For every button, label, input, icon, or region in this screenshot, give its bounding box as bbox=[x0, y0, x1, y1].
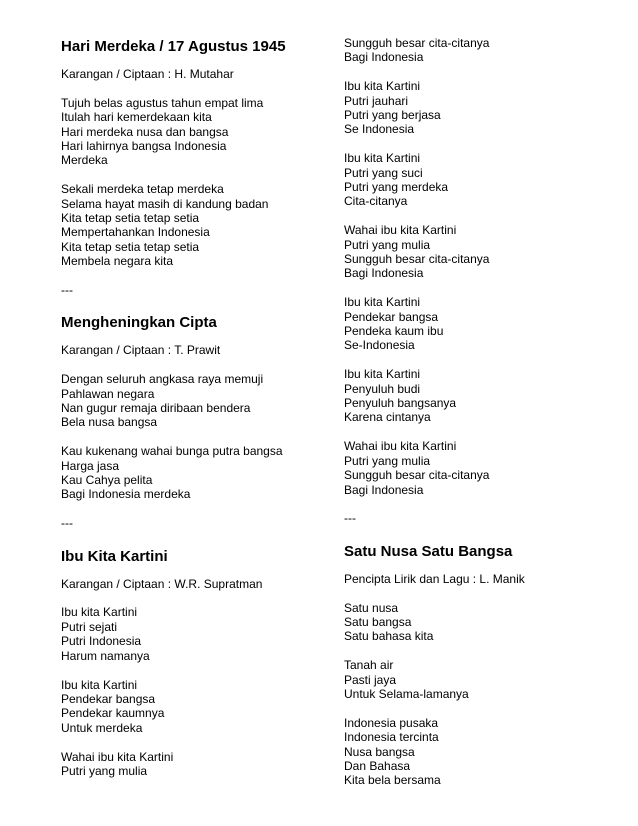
lyric-line: Bela nusa bangsa bbox=[61, 415, 158, 430]
stanza bbox=[344, 367, 624, 425]
lyric-line: Karena cintanya bbox=[344, 410, 431, 425]
stanza bbox=[61, 372, 331, 430]
lyric-line: Sungguh besar cita-citanya bbox=[344, 36, 490, 50]
lyric-line: Penyuluh budi bbox=[344, 381, 421, 396]
song-author: Karangan / Ciptaan : T. Prawit bbox=[61, 343, 221, 358]
lyric-line: Nusa bangsa bbox=[344, 744, 415, 759]
song-author: Karangan / Ciptaan : H. Mutahar bbox=[61, 67, 234, 81]
lyric-line: Cita-citanya bbox=[344, 194, 408, 209]
lyric-line: Bagi Indonesia bbox=[344, 50, 424, 65]
lyric-line: Harga jasa bbox=[61, 458, 120, 473]
lyric-line: Putri yang mulia bbox=[344, 237, 431, 252]
stanza bbox=[344, 79, 624, 137]
right-column bbox=[344, 36, 624, 788]
lyric-line: Wahai ibu kita Kartini bbox=[344, 223, 457, 238]
lyric-line: Putri yang merdeka bbox=[344, 180, 449, 195]
lyric-line: Pendeka kaum ibu bbox=[344, 324, 444, 339]
lyric-line: Sungguh besar cita-citanya bbox=[344, 468, 490, 483]
song-title: Mengheningkan Cipta bbox=[61, 314, 217, 332]
left-column bbox=[61, 38, 331, 778]
stanza bbox=[61, 96, 331, 168]
stanza bbox=[61, 605, 331, 663]
lyric-line: Bagi Indonesia bbox=[344, 482, 424, 497]
lyric-line: Wahai ibu kita Kartini bbox=[61, 749, 174, 764]
lyric-line: Pendekar kaumnya bbox=[61, 706, 165, 721]
lyric-line: Se-Indonesia bbox=[344, 338, 415, 353]
lyric-line: Wahai ibu kita Kartini bbox=[344, 439, 457, 454]
lyric-line: Ibu kita Kartini bbox=[61, 677, 138, 692]
lyric-line: Ibu kita Kartini bbox=[344, 151, 421, 166]
lyric-line: Mempertahankan Indonesia bbox=[61, 225, 210, 240]
lyric-line: Hari merdeka nusa dan bangsa bbox=[61, 124, 229, 139]
lyric-line: Selama hayat masih di kandung badan bbox=[61, 196, 269, 211]
lyric-line: Itulah hari kemerdekaan kita bbox=[61, 110, 212, 125]
lyric-line: Pasti jaya bbox=[344, 672, 397, 687]
lyric-line: Ibu kita Kartini bbox=[344, 367, 421, 382]
lyric-line: Hari lahirnya bangsa Indonesia bbox=[61, 139, 227, 154]
lyric-line: Kau Cahya pelita bbox=[61, 473, 153, 488]
lyric-line: Pendekar bangsa bbox=[344, 309, 439, 324]
lyric-line: Satu bahasa kita bbox=[344, 629, 434, 644]
lyric-line: Indonesia tercinta bbox=[344, 730, 439, 745]
lyric-line: Satu nusa bbox=[344, 600, 399, 615]
lyric-line: Indonesia pusaka bbox=[344, 715, 439, 730]
lyric-line: Sungguh besar cita-citanya bbox=[344, 252, 490, 267]
song-author: Karangan / Ciptaan : W.R. Supratman bbox=[61, 576, 263, 591]
song-title: Hari Merdeka / 17 Agustus 1945 bbox=[61, 38, 286, 55]
lyric-line: Se Indonesia bbox=[344, 122, 415, 137]
lyric-line: Kau kukenang wahai bunga putra bangsa bbox=[61, 444, 283, 459]
song-title: Ibu Kita Kartini bbox=[61, 547, 168, 565]
section-separator: --- bbox=[61, 283, 73, 298]
stanza bbox=[344, 601, 624, 644]
lyric-line: Nan gugur remaja diribaan bendera bbox=[61, 401, 251, 416]
song-title: Satu Nusa Satu Bangsa bbox=[344, 542, 513, 560]
lyric-line: Ibu kita Kartini bbox=[344, 79, 421, 94]
lyric-line: Kita bela bersama bbox=[344, 773, 441, 788]
lyric-line: Kita tetap setia tetap setia bbox=[61, 211, 200, 226]
section-separator: --- bbox=[344, 511, 356, 526]
lyric-line: Putri yang suci bbox=[344, 165, 423, 180]
lyric-line: Untuk Selama-lamanya bbox=[344, 686, 469, 701]
lyric-line: Membela negara kita bbox=[61, 254, 174, 269]
stanza bbox=[61, 678, 331, 736]
lyric-line: Putri yang mulia bbox=[61, 763, 148, 778]
lyric-line: Bagi Indonesia merdeka bbox=[61, 487, 191, 502]
lyric-line: Bagi Indonesia bbox=[344, 266, 424, 281]
lyric-line: Untuk merdeka bbox=[61, 720, 143, 735]
lyric-line: Harum namanya bbox=[61, 648, 150, 663]
lyric-line: Kita tetap setia tetap setia bbox=[61, 239, 200, 254]
stanza bbox=[61, 444, 331, 502]
song-author: Pencipta Lirik dan Lagu : L. Manik bbox=[344, 571, 525, 586]
stanza bbox=[344, 295, 624, 353]
lyric-line: Satu bangsa bbox=[344, 614, 412, 629]
stanza bbox=[344, 439, 624, 497]
lyric-line: Sekali merdeka tetap merdeka bbox=[61, 182, 224, 197]
lyric-line: Penyuluh bangsanya bbox=[344, 396, 457, 411]
lyric-line: Putri yang berjasa bbox=[344, 108, 441, 123]
stanza bbox=[344, 716, 624, 788]
stanza bbox=[344, 223, 624, 281]
stanza bbox=[344, 36, 624, 65]
lyric-line: Merdeka bbox=[61, 153, 108, 168]
stanza bbox=[344, 658, 624, 701]
stanza bbox=[344, 151, 624, 209]
lyric-line: Putri jauhari bbox=[344, 93, 409, 108]
lyric-line: Putri sejati bbox=[61, 619, 118, 634]
lyric-line: Ibu kita Kartini bbox=[61, 605, 138, 620]
lyric-line: Putri Indonesia bbox=[61, 634, 142, 649]
lyric-line: Putri yang mulia bbox=[344, 453, 431, 468]
stanza bbox=[61, 182, 331, 268]
lyric-line: Ibu kita Kartini bbox=[344, 295, 421, 310]
lyric-line: Pendekar bangsa bbox=[61, 691, 156, 706]
lyric-line: Pahlawan negara bbox=[61, 386, 155, 401]
lyric-line: Dan Bahasa bbox=[344, 758, 411, 773]
lyric-line: Tujuh belas agustus tahun empat lima bbox=[61, 95, 264, 110]
stanza bbox=[61, 750, 331, 779]
section-separator: --- bbox=[61, 516, 73, 531]
lyric-line: Dengan seluruh angkasa raya memuji bbox=[61, 372, 264, 387]
lyric-line: Tanah air bbox=[344, 658, 394, 673]
